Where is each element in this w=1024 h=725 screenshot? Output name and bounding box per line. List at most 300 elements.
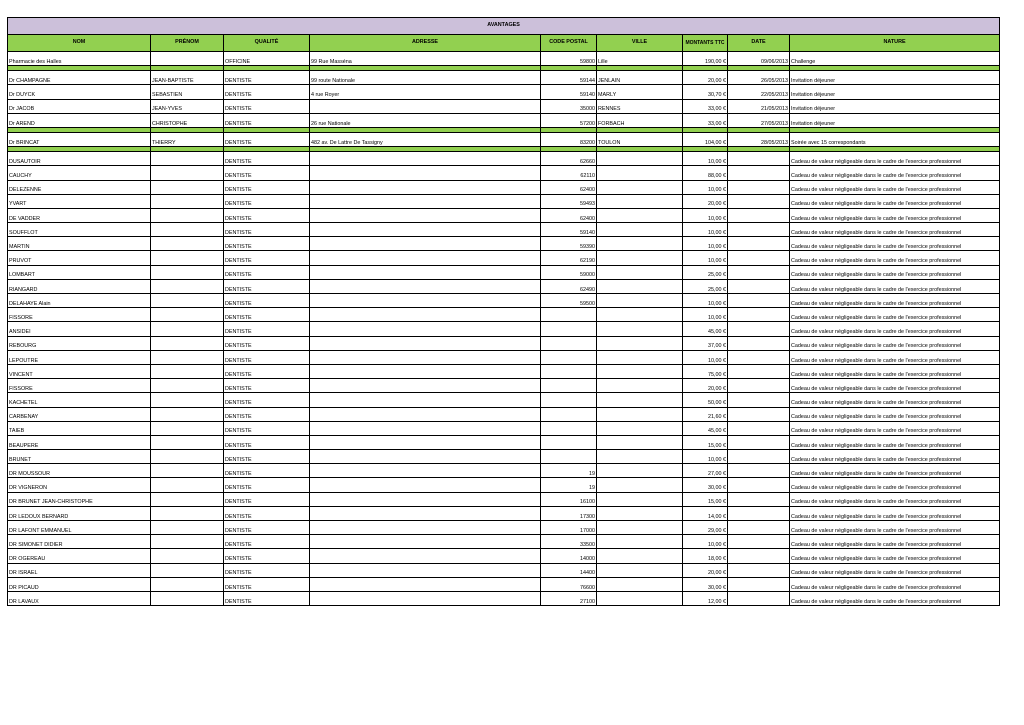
- cell-nature[interactable]: Cadeau de valeur négligeable dans le cadre de l'exercice professionnel: [790, 521, 1000, 535]
- cell-code-postal[interactable]: 33500: [541, 535, 597, 549]
- cell-ville[interactable]: FORBACH: [597, 113, 683, 127]
- cell-code-postal[interactable]: 62490: [541, 279, 597, 293]
- cell-nom[interactable]: DR LAFONT EMMANUEL: [8, 521, 151, 535]
- cell-date[interactable]: [728, 364, 790, 378]
- cell-qualite[interactable]: DENTISTE: [224, 166, 310, 180]
- cell-montant[interactable]: 20,00 €: [683, 71, 728, 85]
- cell-prenom[interactable]: [151, 577, 224, 591]
- cell-adresse[interactable]: [310, 265, 541, 279]
- cell-montant[interactable]: 33,00 €: [683, 113, 728, 127]
- cell-nom[interactable]: DR LAVAUX: [8, 591, 151, 605]
- cell-ville[interactable]: Lille: [597, 52, 683, 66]
- cell-qualite[interactable]: DENTISTE: [224, 535, 310, 549]
- cell-prenom[interactable]: [151, 208, 224, 222]
- column-header-ville[interactable]: VILLE: [597, 35, 683, 52]
- cell-ville[interactable]: [597, 563, 683, 577]
- cell-qualite[interactable]: DENTISTE: [224, 265, 310, 279]
- cell-prenom[interactable]: [151, 591, 224, 605]
- cell-date[interactable]: 28/05/2013: [728, 132, 790, 146]
- cell-prenom[interactable]: [151, 152, 224, 166]
- cell-ville[interactable]: [597, 336, 683, 350]
- cell-montant[interactable]: 29,00 €: [683, 521, 728, 535]
- cell-nature[interactable]: Cadeau de valeur négligeable dans le cadre de l'exercice professionnel: [790, 407, 1000, 421]
- cell-montant[interactable]: 10,00 €: [683, 152, 728, 166]
- cell-nature[interactable]: Cadeau de valeur négligeable dans le cadre de l'exercice professionnel: [790, 450, 1000, 464]
- cell-code-postal[interactable]: [541, 308, 597, 322]
- cell-ville[interactable]: [597, 492, 683, 506]
- cell-nom[interactable]: Dr CHAMPAGNE: [8, 71, 151, 85]
- cell-nature[interactable]: Cadeau de valeur négligeable dans le cadre de l'exercice professionnel: [790, 421, 1000, 435]
- cell-qualite[interactable]: DENTISTE: [224, 393, 310, 407]
- cell-qualite[interactable]: DENTISTE: [224, 336, 310, 350]
- cell-nature[interactable]: Cadeau de valeur négligeable dans le cadre de l'exercice professionnel: [790, 279, 1000, 293]
- cell-date[interactable]: [728, 379, 790, 393]
- cell-montant[interactable]: 10,00 €: [683, 308, 728, 322]
- cell-ville[interactable]: [597, 265, 683, 279]
- cell-nature[interactable]: Cadeau de valeur négligeable dans le cadre de l'exercice professionnel: [790, 322, 1000, 336]
- cell-montant[interactable]: 20,00 €: [683, 563, 728, 577]
- cell-nom[interactable]: DELEZENNE: [8, 180, 151, 194]
- cell-nom[interactable]: REBOURG: [8, 336, 151, 350]
- cell-nom[interactable]: DR PICAUD: [8, 577, 151, 591]
- cell-qualite[interactable]: DENTISTE: [224, 563, 310, 577]
- cell-ville[interactable]: [597, 450, 683, 464]
- cell-code-postal[interactable]: 62660: [541, 152, 597, 166]
- cell-nom[interactable]: Pharmacie des Halles: [8, 52, 151, 66]
- cell-prenom[interactable]: [151, 308, 224, 322]
- cell-prenom[interactable]: [151, 535, 224, 549]
- cell-qualite[interactable]: DENTISTE: [224, 350, 310, 364]
- cell-nom[interactable]: BEAUPERE: [8, 435, 151, 449]
- cell-montant[interactable]: 30,00 €: [683, 478, 728, 492]
- cell-qualite[interactable]: DENTISTE: [224, 180, 310, 194]
- cell-nature[interactable]: Cadeau de valeur négligeable dans le cadre de l'exercice professionnel: [790, 308, 1000, 322]
- cell-date[interactable]: [728, 322, 790, 336]
- cell-ville[interactable]: [597, 435, 683, 449]
- cell-qualite[interactable]: OFFICINE: [224, 52, 310, 66]
- cell-prenom[interactable]: [151, 393, 224, 407]
- cell-nom[interactable]: DR BRUNET JEAN-CHRISTOPHE: [8, 492, 151, 506]
- cell-date[interactable]: [728, 180, 790, 194]
- cell-qualite[interactable]: DENTISTE: [224, 435, 310, 449]
- cell-prenom[interactable]: [151, 322, 224, 336]
- cell-montant[interactable]: 50,00 €: [683, 393, 728, 407]
- cell-nom[interactable]: DR SIMONET DIDIER: [8, 535, 151, 549]
- cell-date[interactable]: [728, 166, 790, 180]
- cell-qualite[interactable]: DENTISTE: [224, 549, 310, 563]
- cell-qualite[interactable]: DENTISTE: [224, 506, 310, 520]
- cell-montant[interactable]: 10,00 €: [683, 450, 728, 464]
- cell-prenom[interactable]: [151, 521, 224, 535]
- column-header-montants[interactable]: MONTANTS TTC: [683, 35, 728, 52]
- cell-code-postal[interactable]: 59144: [541, 71, 597, 85]
- cell-nature[interactable]: Cadeau de valeur négligeable dans le cadre de l'exercice professionnel: [790, 336, 1000, 350]
- cell-ville[interactable]: [597, 521, 683, 535]
- cell-adresse[interactable]: [310, 251, 541, 265]
- cell-qualite[interactable]: DENTISTE: [224, 478, 310, 492]
- cell-code-postal[interactable]: 59800: [541, 52, 597, 66]
- cell-nom[interactable]: VINCENT: [8, 364, 151, 378]
- cell-date[interactable]: [728, 421, 790, 435]
- cell-ville[interactable]: RENNES: [597, 99, 683, 113]
- cell-nature[interactable]: Invitation déjeuner: [790, 99, 1000, 113]
- cell-adresse[interactable]: [310, 99, 541, 113]
- cell-nature[interactable]: Cadeau de valeur négligeable dans le cadre de l'exercice professionnel: [790, 265, 1000, 279]
- cell-qualite[interactable]: DENTISTE: [224, 322, 310, 336]
- cell-code-postal[interactable]: 19: [541, 478, 597, 492]
- cell-nature[interactable]: Cadeau de valeur négligeable dans le cadre de l'exercice professionnel: [790, 208, 1000, 222]
- cell-prenom[interactable]: [151, 435, 224, 449]
- cell-ville[interactable]: [597, 591, 683, 605]
- cell-nature[interactable]: Cadeau de valeur négligeable dans le cadre de l'exercice professionnel: [790, 492, 1000, 506]
- cell-prenom[interactable]: [151, 450, 224, 464]
- cell-qualite[interactable]: DENTISTE: [224, 194, 310, 208]
- cell-nature[interactable]: Cadeau de valeur négligeable dans le cadre de l'exercice professionnel: [790, 180, 1000, 194]
- cell-montant[interactable]: 88,00 €: [683, 166, 728, 180]
- cell-montant[interactable]: 33,00 €: [683, 99, 728, 113]
- cell-montant[interactable]: 25,00 €: [683, 279, 728, 293]
- cell-ville[interactable]: [597, 464, 683, 478]
- cell-nom[interactable]: FISSORE: [8, 308, 151, 322]
- cell-prenom[interactable]: [151, 407, 224, 421]
- cell-nom[interactable]: MARTIN: [8, 237, 151, 251]
- cell-montant[interactable]: 15,00 €: [683, 492, 728, 506]
- cell-adresse[interactable]: [310, 279, 541, 293]
- cell-ville[interactable]: [597, 350, 683, 364]
- cell-code-postal[interactable]: [541, 322, 597, 336]
- column-header-date[interactable]: DATE: [728, 35, 790, 52]
- cell-montant[interactable]: 104,00 €: [683, 132, 728, 146]
- cell-nom[interactable]: DR VIGNERON: [8, 478, 151, 492]
- column-header-nature[interactable]: NATURE: [790, 35, 1000, 52]
- cell-code-postal[interactable]: 59493: [541, 194, 597, 208]
- cell-prenom[interactable]: [151, 506, 224, 520]
- cell-qualite[interactable]: DENTISTE: [224, 364, 310, 378]
- cell-ville[interactable]: [597, 421, 683, 435]
- cell-adresse[interactable]: 99 route Nationale: [310, 71, 541, 85]
- cell-adresse[interactable]: [310, 506, 541, 520]
- cell-code-postal[interactable]: 27100: [541, 591, 597, 605]
- cell-nature[interactable]: Soirée avec 15 correspondants: [790, 132, 1000, 146]
- cell-nom[interactable]: Dr JACOB: [8, 99, 151, 113]
- cell-qualite[interactable]: DENTISTE: [224, 132, 310, 146]
- cell-prenom[interactable]: [151, 492, 224, 506]
- cell-date[interactable]: [728, 464, 790, 478]
- cell-prenom[interactable]: [151, 180, 224, 194]
- cell-qualite[interactable]: DENTISTE: [224, 251, 310, 265]
- cell-ville[interactable]: [597, 506, 683, 520]
- cell-prenom[interactable]: [151, 421, 224, 435]
- cell-nature[interactable]: Challenge: [790, 52, 1000, 66]
- cell-prenom[interactable]: [151, 464, 224, 478]
- cell-date[interactable]: [728, 506, 790, 520]
- cell-nom[interactable]: RIANGARD: [8, 279, 151, 293]
- cell-ville[interactable]: [597, 180, 683, 194]
- cell-code-postal[interactable]: 59390: [541, 237, 597, 251]
- cell-ville[interactable]: JENLAIN: [597, 71, 683, 85]
- cell-nom[interactable]: KACHETEL: [8, 393, 151, 407]
- cell-nature[interactable]: Cadeau de valeur négligeable dans le cadre de l'exercice professionnel: [790, 379, 1000, 393]
- cell-code-postal[interactable]: [541, 364, 597, 378]
- cell-nature[interactable]: Cadeau de valeur négligeable dans le cadre de l'exercice professionnel: [790, 237, 1000, 251]
- cell-ville[interactable]: [597, 364, 683, 378]
- cell-nom[interactable]: DR MOUSSOUR: [8, 464, 151, 478]
- cell-montant[interactable]: 10,00 €: [683, 535, 728, 549]
- cell-adresse[interactable]: [310, 350, 541, 364]
- cell-code-postal[interactable]: 35000: [541, 99, 597, 113]
- cell-date[interactable]: [728, 279, 790, 293]
- cell-code-postal[interactable]: 59000: [541, 265, 597, 279]
- cell-adresse[interactable]: [310, 478, 541, 492]
- cell-prenom[interactable]: [151, 251, 224, 265]
- cell-adresse[interactable]: [310, 421, 541, 435]
- cell-qualite[interactable]: DENTISTE: [224, 492, 310, 506]
- cell-code-postal[interactable]: 14000: [541, 549, 597, 563]
- cell-prenom[interactable]: [151, 223, 224, 237]
- cell-date[interactable]: [728, 478, 790, 492]
- cell-date[interactable]: [728, 521, 790, 535]
- cell-nature[interactable]: Cadeau de valeur négligeable dans le cadre de l'exercice professionnel: [790, 223, 1000, 237]
- cell-ville[interactable]: [597, 407, 683, 421]
- cell-adresse[interactable]: 99 Rue Masséna: [310, 52, 541, 66]
- cell-ville[interactable]: TOULON: [597, 132, 683, 146]
- cell-nature[interactable]: Cadeau de valeur négligeable dans le cadre de l'exercice professionnel: [790, 535, 1000, 549]
- cell-ville[interactable]: [597, 308, 683, 322]
- cell-code-postal[interactable]: [541, 450, 597, 464]
- cell-qualite[interactable]: DENTISTE: [224, 521, 310, 535]
- cell-montant[interactable]: 190,00 €: [683, 52, 728, 66]
- cell-date[interactable]: 27/05/2013: [728, 113, 790, 127]
- cell-ville[interactable]: [597, 223, 683, 237]
- cell-nature[interactable]: Cadeau de valeur négligeable dans le cadre de l'exercice professionnel: [790, 591, 1000, 605]
- cell-code-postal[interactable]: 17300: [541, 506, 597, 520]
- cell-adresse[interactable]: [310, 237, 541, 251]
- cell-nature[interactable]: Cadeau de valeur négligeable dans le cadre de l'exercice professionnel: [790, 393, 1000, 407]
- cell-code-postal[interactable]: 16100: [541, 492, 597, 506]
- cell-date[interactable]: [728, 577, 790, 591]
- cell-date[interactable]: [728, 563, 790, 577]
- cell-code-postal[interactable]: 57200: [541, 113, 597, 127]
- cell-date[interactable]: 09/06/2013: [728, 52, 790, 66]
- cell-qualite[interactable]: DENTISTE: [224, 577, 310, 591]
- column-header-code-postal[interactable]: CODE POSTAL: [541, 35, 597, 52]
- cell-adresse[interactable]: [310, 435, 541, 449]
- cell-qualite[interactable]: DENTISTE: [224, 450, 310, 464]
- cell-adresse[interactable]: [310, 194, 541, 208]
- cell-nature[interactable]: Cadeau de valeur négligeable dans le cadre de l'exercice professionnel: [790, 350, 1000, 364]
- cell-montant[interactable]: 10,00 €: [683, 294, 728, 308]
- cell-nom[interactable]: DELAHAYE Alain: [8, 294, 151, 308]
- cell-code-postal[interactable]: 59500: [541, 294, 597, 308]
- cell-nom[interactable]: LOMBART: [8, 265, 151, 279]
- cell-nom[interactable]: Dr DUYCK: [8, 85, 151, 99]
- cell-qualite[interactable]: DENTISTE: [224, 407, 310, 421]
- cell-ville[interactable]: [597, 322, 683, 336]
- cell-adresse[interactable]: [310, 208, 541, 222]
- cell-date[interactable]: [728, 535, 790, 549]
- column-header-prenom[interactable]: PRÉNOM: [151, 35, 224, 52]
- cell-nature[interactable]: Cadeau de valeur négligeable dans le cadre de l'exercice professionnel: [790, 152, 1000, 166]
- cell-prenom[interactable]: [151, 294, 224, 308]
- cell-code-postal[interactable]: [541, 379, 597, 393]
- cell-nom[interactable]: Dr AREND: [8, 113, 151, 127]
- cell-qualite[interactable]: DENTISTE: [224, 464, 310, 478]
- cell-prenom[interactable]: [151, 237, 224, 251]
- cell-adresse[interactable]: [310, 166, 541, 180]
- cell-date[interactable]: [728, 549, 790, 563]
- cell-nature[interactable]: Cadeau de valeur négligeable dans le cadre de l'exercice professionnel: [790, 563, 1000, 577]
- cell-date[interactable]: 26/05/2013: [728, 71, 790, 85]
- cell-code-postal[interactable]: [541, 407, 597, 421]
- cell-nom[interactable]: Dr BRINCAT: [8, 132, 151, 146]
- cell-date[interactable]: [728, 152, 790, 166]
- cell-adresse[interactable]: [310, 393, 541, 407]
- cell-qualite[interactable]: DENTISTE: [224, 308, 310, 322]
- cell-date[interactable]: [728, 407, 790, 421]
- cell-montant[interactable]: 25,00 €: [683, 265, 728, 279]
- cell-nature[interactable]: Cadeau de valeur négligeable dans le cadre de l'exercice professionnel: [790, 577, 1000, 591]
- cell-date[interactable]: [728, 492, 790, 506]
- cell-adresse[interactable]: [310, 336, 541, 350]
- cell-qualite[interactable]: DENTISTE: [224, 223, 310, 237]
- cell-adresse[interactable]: [310, 322, 541, 336]
- cell-ville[interactable]: [597, 237, 683, 251]
- cell-nom[interactable]: DR OGEREAU: [8, 549, 151, 563]
- cell-code-postal[interactable]: 62400: [541, 208, 597, 222]
- cell-code-postal[interactable]: 76600: [541, 577, 597, 591]
- cell-nature[interactable]: Cadeau de valeur négligeable dans le cadre de l'exercice professionnel: [790, 364, 1000, 378]
- cell-adresse[interactable]: [310, 549, 541, 563]
- cell-prenom[interactable]: [151, 379, 224, 393]
- cell-date[interactable]: [728, 435, 790, 449]
- cell-nom[interactable]: FISSORE: [8, 379, 151, 393]
- cell-nature[interactable]: Cadeau de valeur négligeable dans le cadre de l'exercice professionnel: [790, 435, 1000, 449]
- cell-montant[interactable]: 45,00 €: [683, 421, 728, 435]
- cell-montant[interactable]: 10,00 €: [683, 180, 728, 194]
- cell-prenom[interactable]: [151, 52, 224, 66]
- cell-nature[interactable]: Cadeau de valeur négligeable dans le cadre de l'exercice professionnel: [790, 464, 1000, 478]
- cell-qualite[interactable]: DENTISTE: [224, 71, 310, 85]
- cell-adresse[interactable]: [310, 535, 541, 549]
- cell-adresse[interactable]: [310, 364, 541, 378]
- cell-code-postal[interactable]: 62110: [541, 166, 597, 180]
- cell-prenom[interactable]: [151, 166, 224, 180]
- cell-nature[interactable]: Cadeau de valeur négligeable dans le cadre de l'exercice professionnel: [790, 478, 1000, 492]
- cell-nom[interactable]: DUSAUTOIR: [8, 152, 151, 166]
- cell-code-postal[interactable]: 62400: [541, 180, 597, 194]
- cell-montant[interactable]: 30,00 €: [683, 577, 728, 591]
- cell-qualite[interactable]: DENTISTE: [224, 237, 310, 251]
- cell-adresse[interactable]: 482 av. De Lattre De Tassigny: [310, 132, 541, 146]
- cell-adresse[interactable]: [310, 591, 541, 605]
- cell-date[interactable]: [728, 265, 790, 279]
- cell-montant[interactable]: 10,00 €: [683, 251, 728, 265]
- cell-ville[interactable]: [597, 478, 683, 492]
- cell-qualite[interactable]: DENTISTE: [224, 85, 310, 99]
- cell-montant[interactable]: 10,00 €: [683, 223, 728, 237]
- cell-prenom[interactable]: THIERRY: [151, 132, 224, 146]
- cell-code-postal[interactable]: 62190: [541, 251, 597, 265]
- cell-date[interactable]: [728, 237, 790, 251]
- cell-qualite[interactable]: DENTISTE: [224, 591, 310, 605]
- cell-ville[interactable]: [597, 379, 683, 393]
- cell-adresse[interactable]: [310, 294, 541, 308]
- cell-montant[interactable]: 15,00 €: [683, 435, 728, 449]
- cell-ville[interactable]: [597, 208, 683, 222]
- cell-montant[interactable]: 20,00 €: [683, 194, 728, 208]
- cell-date[interactable]: 21/05/2013: [728, 99, 790, 113]
- cell-nature[interactable]: Cadeau de valeur négligeable dans le cadre de l'exercice professionnel: [790, 166, 1000, 180]
- cell-date[interactable]: [728, 194, 790, 208]
- cell-prenom[interactable]: CHRISTOPHE: [151, 113, 224, 127]
- cell-montant[interactable]: 12,00 €: [683, 591, 728, 605]
- cell-adresse[interactable]: [310, 492, 541, 506]
- cell-qualite[interactable]: DENTISTE: [224, 379, 310, 393]
- cell-montant[interactable]: 10,00 €: [683, 208, 728, 222]
- cell-montant[interactable]: 45,00 €: [683, 322, 728, 336]
- cell-adresse[interactable]: [310, 521, 541, 535]
- cell-nature[interactable]: Cadeau de valeur négligeable dans le cadre de l'exercice professionnel: [790, 251, 1000, 265]
- cell-nom[interactable]: CARBENAY: [8, 407, 151, 421]
- cell-date[interactable]: [728, 223, 790, 237]
- cell-nom[interactable]: DE VADDER: [8, 208, 151, 222]
- cell-prenom[interactable]: [151, 478, 224, 492]
- cell-code-postal[interactable]: 14400: [541, 563, 597, 577]
- cell-nom[interactable]: DR LEDOUX BERNARD: [8, 506, 151, 520]
- cell-adresse[interactable]: [310, 223, 541, 237]
- cell-montant[interactable]: 37,00 €: [683, 336, 728, 350]
- cell-prenom[interactable]: JEAN-YVES: [151, 99, 224, 113]
- cell-code-postal[interactable]: [541, 336, 597, 350]
- cell-date[interactable]: [728, 308, 790, 322]
- cell-date[interactable]: [728, 294, 790, 308]
- cell-prenom[interactable]: [151, 194, 224, 208]
- cell-qualite[interactable]: DENTISTE: [224, 152, 310, 166]
- cell-date[interactable]: [728, 591, 790, 605]
- cell-ville[interactable]: [597, 549, 683, 563]
- cell-montant[interactable]: 30,70 €: [683, 85, 728, 99]
- cell-prenom[interactable]: [151, 265, 224, 279]
- cell-code-postal[interactable]: [541, 393, 597, 407]
- cell-code-postal[interactable]: 59140: [541, 85, 597, 99]
- cell-montant[interactable]: 20,00 €: [683, 379, 728, 393]
- cell-code-postal[interactable]: 83200: [541, 132, 597, 146]
- cell-qualite[interactable]: DENTISTE: [224, 279, 310, 293]
- cell-adresse[interactable]: [310, 563, 541, 577]
- cell-code-postal[interactable]: [541, 435, 597, 449]
- cell-adresse[interactable]: 26 rue Nationale: [310, 113, 541, 127]
- cell-ville[interactable]: [597, 393, 683, 407]
- cell-montant[interactable]: 18,00 €: [683, 549, 728, 563]
- cell-nom[interactable]: ANSIDEI: [8, 322, 151, 336]
- cell-nom[interactable]: TAIEB: [8, 421, 151, 435]
- cell-nature[interactable]: Cadeau de valeur négligeable dans le cadre de l'exercice professionnel: [790, 506, 1000, 520]
- cell-prenom[interactable]: JEAN-BAPTISTE: [151, 71, 224, 85]
- cell-nature[interactable]: Invitation déjeuner: [790, 113, 1000, 127]
- column-header-qualite[interactable]: QUALITÉ: [224, 35, 310, 52]
- cell-nom[interactable]: BRUNET: [8, 450, 151, 464]
- cell-prenom[interactable]: SEBASTIEN: [151, 85, 224, 99]
- cell-adresse[interactable]: [310, 180, 541, 194]
- cell-prenom[interactable]: [151, 549, 224, 563]
- cell-qualite[interactable]: DENTISTE: [224, 294, 310, 308]
- cell-adresse[interactable]: [310, 577, 541, 591]
- cell-nom[interactable]: SOUFFLOT: [8, 223, 151, 237]
- cell-nom[interactable]: PRUVOT: [8, 251, 151, 265]
- cell-ville[interactable]: [597, 577, 683, 591]
- column-header-adresse[interactable]: ADRESSE: [310, 35, 541, 52]
- cell-prenom[interactable]: [151, 364, 224, 378]
